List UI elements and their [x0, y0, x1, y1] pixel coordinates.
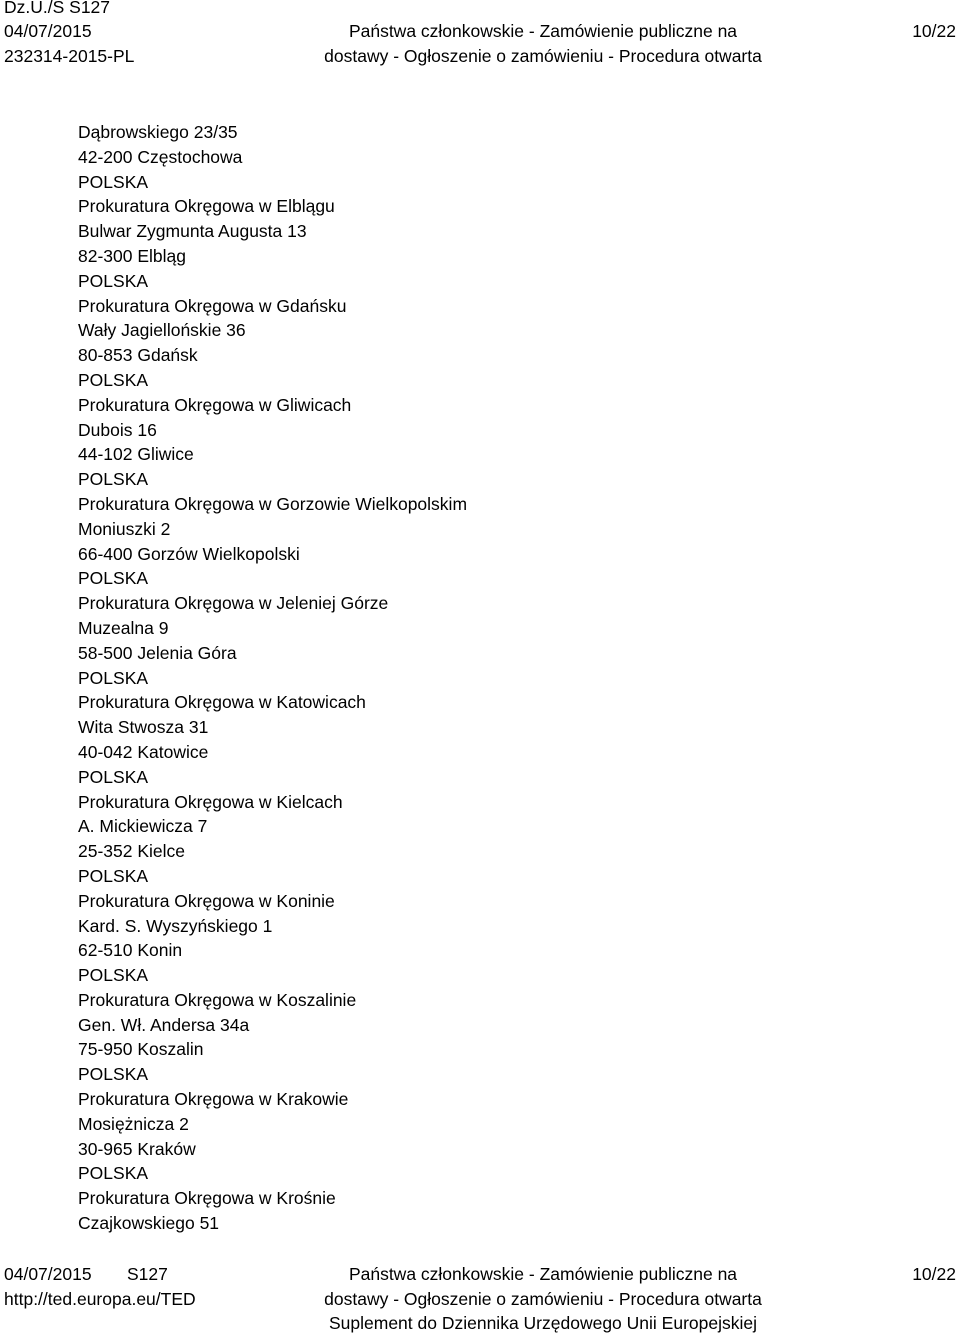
text-line: Gen. Wł. Andersa 34a [78, 1014, 250, 1035]
text-line: Prokuratura Okręgowa w Gorzowie Wielkopolskim [78, 493, 468, 514]
text-line: POLSKA [78, 171, 149, 192]
text-line: 25-352 Kielce [78, 841, 186, 862]
text-line: Kard. S. Wyszyńskiego 1 [78, 915, 273, 936]
text-line: Prokuratura Okręgowa w Elblągu [78, 196, 335, 217]
text-line: Dąbrowskiego 23/35 [78, 122, 238, 142]
footer-supplement: Suplement do Dziennika Urzędowego Unii Europejskiej [328, 1313, 757, 1333]
footer-date: 04/07/2015 [4, 1264, 92, 1284]
footer-page-number: 10/22 [912, 1264, 956, 1284]
address-list [78, 120, 467, 1236]
header-title-line-1: Państwa członkowskie - Zamówienie publiczne na [348, 21, 738, 41]
text-line: 44-102 Gliwice [78, 444, 194, 465]
text-line: A. Mickiewicza 7 [78, 816, 208, 837]
text-line: 66-400 Gorzów Wielkopolski [78, 543, 300, 564]
text-line: 40-042 Katowice [78, 741, 209, 762]
text-line: POLSKA [78, 568, 149, 589]
text-line: 30-965 Kraków [78, 1138, 196, 1159]
text-line: Bulwar Zygmunta Augusta 13 [78, 221, 307, 242]
text-line: Czajkowskiego 51 [78, 1213, 220, 1234]
text-line: 42-200 Częstochowa [78, 146, 243, 167]
text-line: Prokuratura Okręgowa w Gdańsku [78, 295, 347, 316]
footer-url-link[interactable]: http://ted.europa.eu/TED [4, 1289, 196, 1309]
footer-series: S127 [127, 1264, 168, 1284]
text-line: Wita Stwosza 31 [78, 717, 209, 738]
text-line: 80-853 Gdańsk [78, 345, 198, 366]
text-line: Prokuratura Okręgowa w Kielcach [78, 791, 343, 812]
text-line: POLSKA [78, 270, 149, 291]
header-title-line-2: dostawy - Ogłoszenie o zamówieniu - Procedura otwarta [324, 46, 762, 66]
text-line: Wały Jagiellońskie 36 [78, 320, 246, 341]
text-line: POLSKA [78, 1163, 149, 1184]
text-line: POLSKA [78, 766, 149, 787]
text-line: Prokuratura Okręgowa w Koninie [78, 890, 335, 911]
text-line: 75-950 Koszalin [78, 1039, 204, 1060]
text-line: 62-510 Konin [78, 940, 183, 961]
text-line: 58-500 Jelenia Góra [78, 642, 237, 663]
text-line: POLSKA [78, 1064, 149, 1085]
text-line: Prokuratura Okręgowa w Jeleniej Górze [78, 593, 389, 614]
text-line: Prokuratura Okręgowa w Koszalinie [78, 989, 357, 1010]
text-line: POLSKA [78, 667, 149, 688]
notice-id: 232314-2015-PL [4, 46, 135, 66]
text-line: Moniuszki 2 [78, 518, 171, 539]
footer-title-line-1: Państwa członkowskie - Zamówienie publiczne na [348, 1264, 738, 1284]
text-line: Prokuratura Okręgowa w Katowicach [78, 692, 366, 713]
text-line: POLSKA [78, 965, 149, 986]
footer-title-line-2: dostawy - Ogłoszenie o zamówieniu - Procedura otwarta [324, 1289, 762, 1309]
journal-reference: Dz.U./S S127 [4, 0, 111, 17]
text-line: Mosiężnicza 2 [78, 1113, 189, 1134]
text-line: Dubois 16 [78, 419, 157, 440]
text-line: 82-300 Elbląg [78, 245, 186, 266]
text-line: Muzealna 9 [78, 617, 169, 638]
header-date: 04/07/2015 [4, 21, 92, 41]
text-line: POLSKA [78, 865, 149, 886]
header-page-number: 10/22 [912, 21, 956, 41]
text-line: Prokuratura Okręgowa w Krośnie [78, 1188, 336, 1209]
text-line: POLSKA [78, 369, 149, 390]
text-line: Prokuratura Okręgowa w Gliwicach [78, 394, 352, 415]
text-line: Prokuratura Okręgowa w Krakowie [78, 1089, 349, 1110]
text-line: POLSKA [78, 469, 149, 490]
